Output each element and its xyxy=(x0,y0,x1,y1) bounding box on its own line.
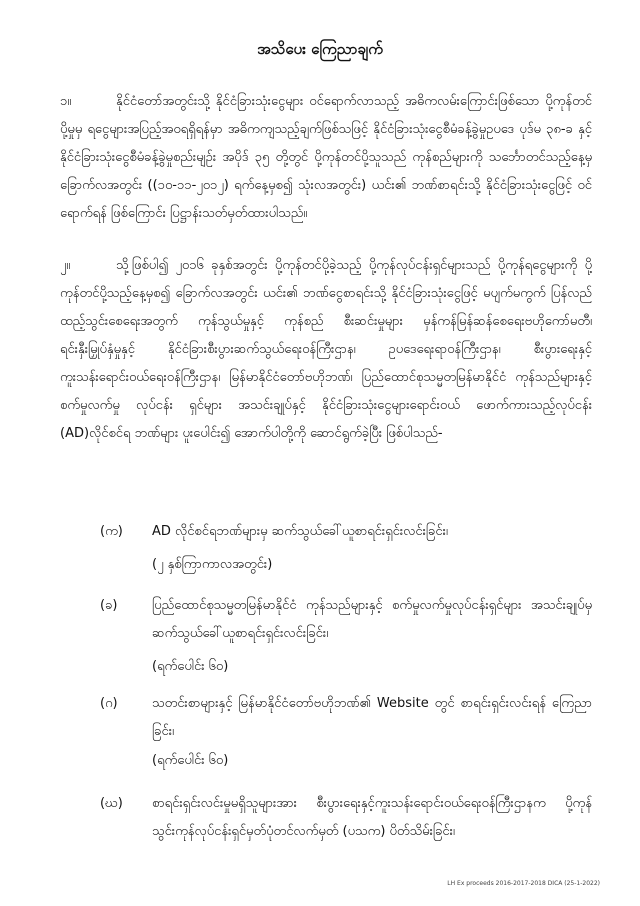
page-title: အသိပေး ကြေညာချက် xyxy=(257,40,383,58)
paragraph-1 xyxy=(60,88,592,228)
paragraph-text: နိုင်ငံတော်အတွင်းသို့ နိုင်ငံခြားသုံးငွေများ ဝင်ရောက်လာသည့် အဓိကလမ်းကြောင်းဖြစ်သော ပို့ကုန်တင်ပို့မှုမှ ရငွေများအပြည့်အဝရရှိရန်မှာ အဓိကကျသည့်ချက်ဖြစ်သဖြင့် နိုင်ငံခြားသုံးငွေစီမံခန့်ခွဲမှုဥပဒေ ပုဒ်မ ၃၈-ခ နှင့် နိုင်ငံခြားသုံးငွေစီမံခန့်ခွဲမှုစည်းမျဉ်း အပိုဒ် ၃၅ တို့တွင် ပို့ကုန်တင်ပို့သူသည် ကုန်စည်များကို သင်္ဘောတင်သည့်နေ့မှ ခြောက်လအတွင်း ((၁၀-၁၁-၂၀၁၂) ရက်နေ့မှစ၍ သုံးလအတွင်း) ယင်း၏ ဘဏ်စာရင်းသို့ နိုင်ငံခြားသုံးငွေဖြင့် ဝင်ရောက်ရန် ဖြစ်ကြောင်း ပြဋ္ဌာန်းသတ်မှတ်ထားပါသည်။ xyxy=(60,94,592,221)
paragraph-text: သို့ဖြစ်ပါ၍ ၂၀၁၆ ခုနှစ်အတွင်း ပို့ကုန်တင်ပို့ခဲ့သည့် ပို့ကုန်လုပ်ငန်းရှင်များသည် ပို့ကုန်ရငွေများကို ပို့ကုန်တင်ပို့သည့်နေ့မှစ၍ ခြောက်လအတွင်း ယင်း၏ ဘဏ်ငွေစာရင်းသို့ နိုင်ငံခြားသုံးငွေဖြင့် မပျက်မကွက် ပြန်လည်ထည့်သွင်းစေရေးအတွက် ကုန်သွယ်မှုနှင့် ကုန်စည် စီးဆင်းမှုများ မှန်ကန်မြန်ဆန်စေရေးဗဟိုကော်မတီ၊ ရင်းနှီးမြှုပ်နှံမှုနှင့် နိုင်ငံခြားစီးပွားဆက်သွယ်ရေးဝန်ကြီးဌာန၊ ဥပဒေရေးရာဝန်ကြီးဌာန၊ စီးပွားရေးနှင့်ကူးသန်းရောင်းဝယ်ရေးဝန်ကြီးဌာန၊ မြန်မာနိုင်ငံတော်ဗဟိုဘဏ်၊ ပြည်ထောင်စုသမ္မတမြန်မာနိုင်ငံ ကုန်သည်များနှင့်စက်မှုလက်မှု လုပ်ငန်း ရှင်များ အသင်းချုပ်နှင့် နိုင်ငံခြားသုံးငွေများရောင်းဝယ် ဖောက်ကားသည့်လုပ်ငန်း (AD)လိုင်စင်ရ ဘဏ်များ ပူးပေါင်း၍ အောက်ပါတို့ကို ဆောင်ရွက်ခဲ့ပြီး ဖြစ်ပါသည်- xyxy=(60,258,592,441)
item-note: (ရက်ပေါင်း ၆၀) xyxy=(152,659,229,674)
paragraph-number: ၁။ xyxy=(60,94,72,109)
item-note: (ရက်ပေါင်း ၆၀) xyxy=(152,753,229,768)
item-text: သတင်းစာများနှင့် မြန်မာနိုင်ငံတော်ဗဟိုဘဏ်၏ Website တွင် စာရင်းရှင်းလင်းရန် ကြေညာခြင်း၊ xyxy=(152,696,592,739)
item-text: ပြည်ထောင်စုသမ္မတမြန်မာနိုင်ငံ ကုန်သည်များနှင့် စက်မှုလက်မှုလုပ်ငန်းရှင်များ အသင်းချုပ်မှ ဆက်သွယ်ခေါ်ယူစာရင်းရှင်းလင်းခြင်း၊ xyxy=(152,598,592,641)
paragraph-number: ၂။ xyxy=(60,258,71,273)
paragraph-2 xyxy=(60,252,592,448)
item-label: (ဃ) xyxy=(100,796,123,811)
item-label: (ဂ) xyxy=(100,696,118,711)
item-text: စာရင်းရှင်းလင်းမှုမရှိသူများအား စီးပွားရေးနှင့်ကူးသန်းရောင်းဝယ်ရေးဝန်ကြီးဌာနက ပို့ကုန်သွင်းကုန်လုပ်ငန်းရှင်မှတ်ပုံတင်လက်မှတ် (ပသက) ပိတ်သိမ်းခြင်း၊ xyxy=(152,796,592,839)
footer-reference: LH Ex proceeds 2016-2017-2018 DICA (25-1-2022) xyxy=(447,880,600,887)
item-text: AD လိုင်စင်ရဘဏ်များမှ ဆက်သွယ်ခေါ်ယူစာရင်းရှင်းလင်းခြင်း၊ xyxy=(152,524,448,539)
item-note: (၂ နှစ်ကြာကာလအတွင်း) xyxy=(152,557,273,572)
item-label: (က) xyxy=(100,524,123,539)
item-label: (ခ) xyxy=(100,598,118,613)
